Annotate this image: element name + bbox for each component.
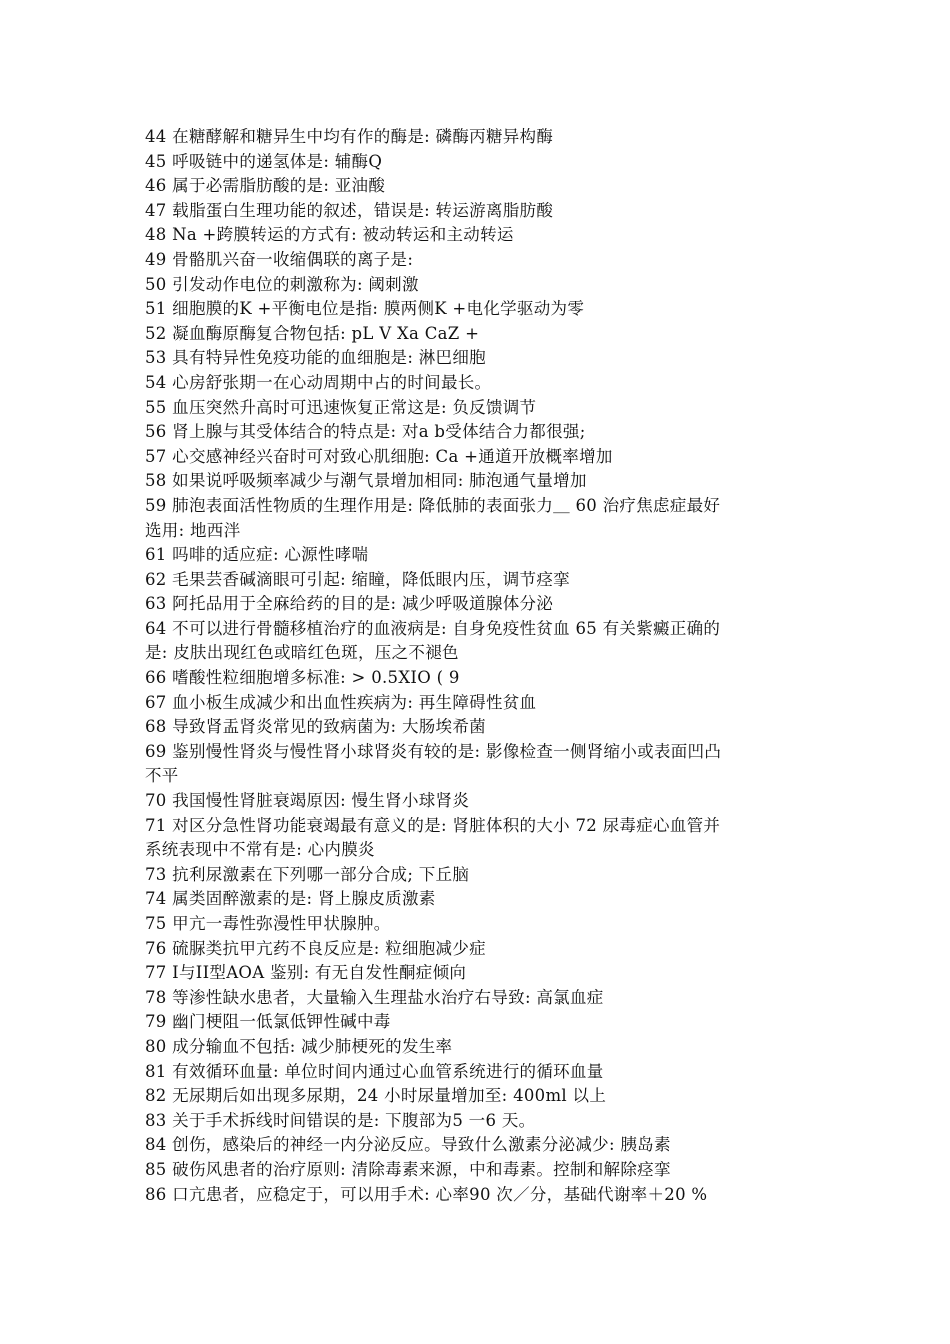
text-line-71: 71 对区分急性肾功能衰竭最有意义的是: 肾脏体积的大小 72 尿毒症心血管并	[145, 815, 721, 835]
text-line-61: 61 吗啡的适应症: 心源性哮喘	[145, 545, 369, 565]
document-page	[145, 125, 813, 1207]
text-line-74: 74 属类固醉激素的是: 肾上腺皮质激素	[145, 889, 436, 909]
text-line-56: 56 肾上腺与其受体结合的特点是: 对a b受体结合力都很强;	[145, 422, 586, 442]
text-line-53: 53 具有特异性免疫功能的血细胞是: 淋巴细胞	[145, 348, 486, 368]
text-line-84: 84 创伤，感染后的神经一内分泌反应。导致什么激素分泌减少: 胰岛素	[145, 1135, 671, 1155]
text-line-59: 59 肺泡表面活性物质的生理作用是: 降低肺的表面张力＿ 60 治疗焦虑症最好	[145, 495, 721, 515]
text-line-66: 66 嗜酸性粒细胞增多标准: > 0.5XIO ( 9	[145, 668, 460, 688]
text-line-45: 45 呼吸链中的递氢体是: 辅酶Q	[145, 151, 383, 171]
text-line-77: 77 I与II型AOA 鉴别: 有无自发性酮症倾向	[145, 963, 467, 983]
text-line-49: 49 骨骼肌兴奋一收缩偶联的离子是:	[145, 249, 414, 269]
text-line-48: 48 Na +跨膜转运的方式有: 被动转运和主动转运	[145, 225, 514, 245]
text-line-47: 47 载脂蛋白生理功能的叙述，错误是: 转运游离脂肪酸	[145, 200, 554, 220]
text-line-79: 79 幽门梗阻一低氯低钾性碱中毒	[145, 1012, 391, 1032]
text-line-85: 85 破伤风患者的治疗原则: 清除毒素来源，中和毒素。控制和解除痉挛	[145, 1159, 671, 1179]
text-line-63: 63 阿托品用于全麻给药的目的是: 减少呼吸道腺体分泌	[145, 594, 554, 614]
text-line-55: 55 血压突然升高时可迅速恢复正常这是: 负反馈调节	[145, 397, 537, 417]
text-line-75: 75 甲亢一毒性弥漫性甲状腺肿。	[145, 914, 391, 933]
text-line-46: 46 属于必需脂肪酸的是: 亚油酸	[145, 176, 386, 196]
text-line-51: 51 细胞膜的K +平衡电位是指: 膜两侧K +电化学驱动为零	[145, 299, 585, 319]
text-line-54: 54 心房舒张期一在心动周期中占的时间最长。	[145, 372, 492, 392]
text-line-81: 81 有效循环血量: 单位时间内通过心血管系统进行的循环血量	[145, 1061, 604, 1081]
text-line-69: 69 鉴别慢性肾炎与慢性肾小球肾炎有较的是: 影像检查一侧肾缩小或表面凹凸	[145, 741, 722, 761]
text-line-58: 58 如果说呼吸频率减少与潮气景增加相同: 肺泡通气量增加	[145, 471, 587, 491]
text-line-76: 76 硫脲类抗甲亢药不良反应是: 粒细胞减少症	[145, 938, 486, 958]
text-line-57: 57 心交感神经兴奋时可对致心肌细胞: Ca +通道开放概率增加	[145, 446, 613, 466]
text-line-83: 83 关于手术拆线时间错误的是: 下腹部为5 一6 天。	[145, 1110, 536, 1130]
text-line-78: 78 等渗性缺水患者，大量输入生理盐水治疗右导致: 高氯血症	[145, 987, 604, 1007]
text-line-69-cont: 不平	[145, 766, 179, 786]
text-line-62: 62 毛果芸香碱滴眼可引起: 缩瞳，降低眼内压，调节痉挛	[145, 569, 570, 589]
text-line-59-cont: 选用: 地西泮	[145, 520, 241, 540]
text-line-68: 68 导致肾盂肾炎常见的致病菌为: 大肠埃希菌	[145, 717, 486, 737]
text-line-80: 80 成分输血不包括: 减少肺梗死的发生率	[145, 1036, 453, 1056]
text-line-70: 70 我国慢性肾脏衰竭原因: 慢生肾小球肾炎	[145, 791, 470, 811]
text-line-73: 73 抗利尿激素在下列哪一部分合成; 下丘脑	[145, 864, 470, 884]
text-line-82: 82 无尿期后如出现多尿期，24 小时尿量增加至: 400ml 以上	[145, 1086, 607, 1106]
text-line-71-cont: 系统表现中不常有是: 心内膜炎	[145, 840, 375, 860]
text-line-52: 52 凝血酶原酶复合物包括: pL V Xa CaZ +	[145, 323, 480, 343]
text-line-64-cont: 是: 皮肤出现红色或暗红色斑，压之不褪色	[145, 643, 459, 663]
text-line-44: 44 在糖酵解和糖异生中均有作的酶是: 磷酶丙糖异构酶	[145, 127, 554, 146]
text-line-67: 67 血小板生成减少和出血性疾病为: 再生障碍性贫血	[145, 692, 537, 712]
text-line-64: 64 不可以进行骨髓移植治疗的血液病是: 自身免疫性贫血 65 有关紫癜正确的	[145, 618, 721, 638]
text-line-86: 86 口亢患者，应稳定于，可以用手术: 心率90 次／分，基础代谢率＋20 %	[145, 1184, 708, 1204]
text-line-50: 50 引发动作电位的刺激称为: 阈刺激	[145, 274, 419, 294]
